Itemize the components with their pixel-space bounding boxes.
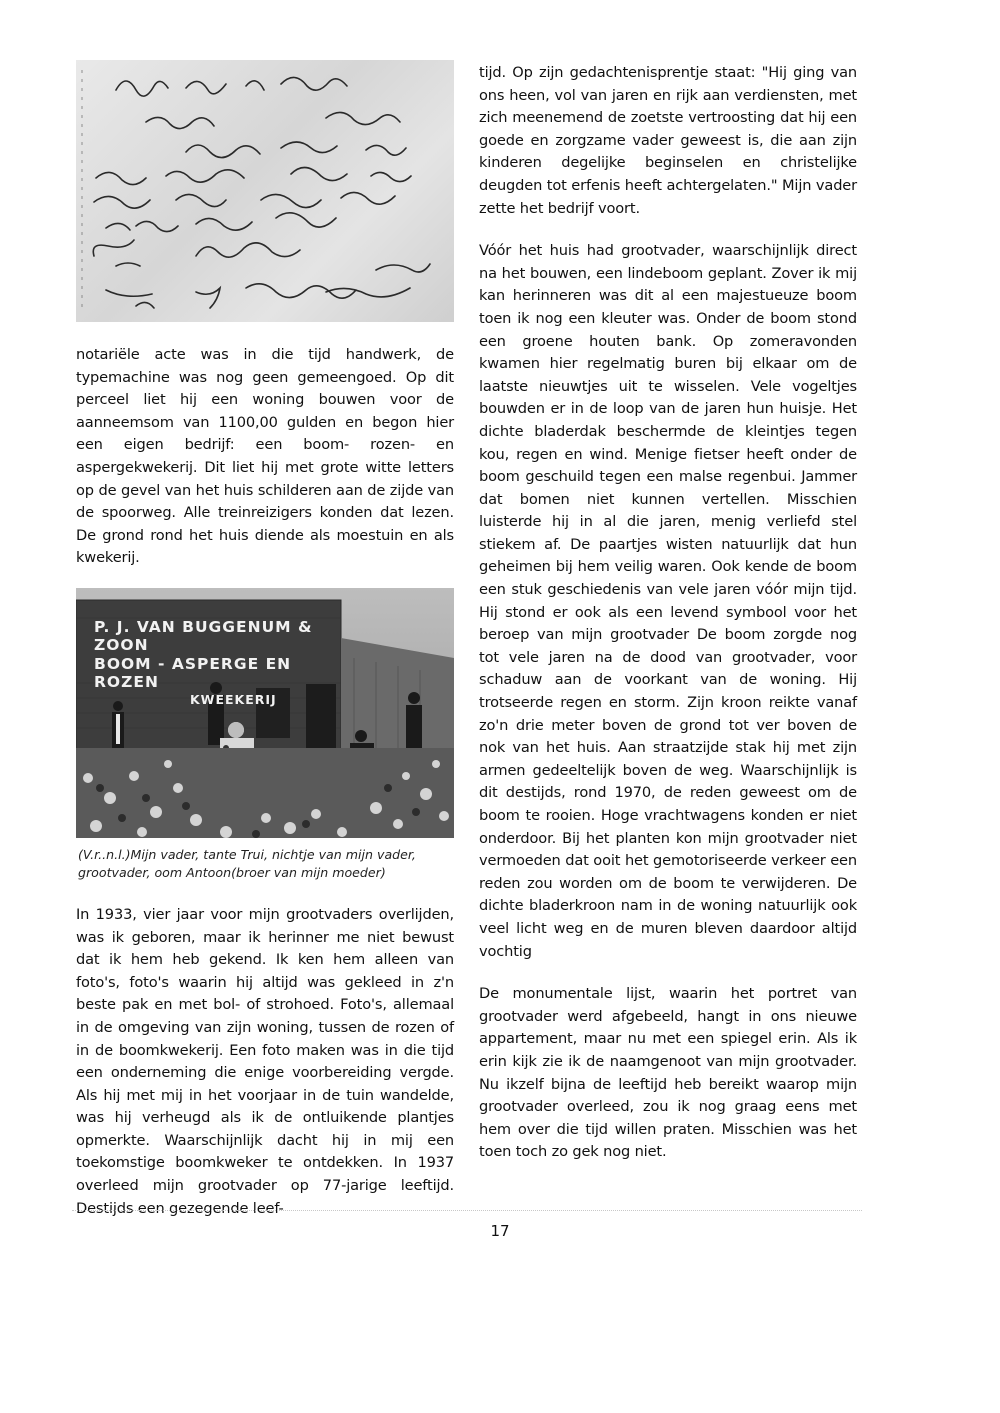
right-paragraph-1: tijd. Op zijn gedachtenisprentje staat: "Hij ging van ons heen, vol van jaren en rijk aan verdiensten, met zich meenemend de zoetste vertroosting dat hij een goede en zorgzame vader geweest is, die aan zijn kinderen degelijke beginselen en christelijke deugden tot erfenis heeft achtergelaten." Mijn vader zette het bedrijf voort. <box>479 64 857 217</box>
page-number: 17 <box>490 1222 510 1240</box>
left-paragraph-1: notariële acte was in die tijd handwerk, de typemachine was nog geen gemeengoed. Op dit perceel liet hij een woning bouwen voor de aanneemsom van 1100,00 gulden en begon hier een eigen bedrijf: een boom- rozen- en aspergekwekerij. Dit liet hij met grote witte letters op de gevel van het huis schilderen aan de zijde van de spoorweg. Alle treinreizigers konden dat lezen. De grond rond het huis diende als moestuin en als kwekerij. <box>76 346 454 567</box>
historic-photo <box>76 588 454 838</box>
left-column <box>76 60 454 1220</box>
right-column <box>479 62 857 1164</box>
photo-caption: (V.r..n.l.)Mijn vader, tante Trui, nichtje van mijn vader, grootvader, oom Antoon(broer van mijn moeder) <box>78 846 416 880</box>
right-paragraph-2: Vóór het huis had grootvader, waarschijnlijk direct na het bouwen, een lindeboom geplant. Zover ik mij kan herinneren was dit al een majestueuze boom toen ik nog een kleuter was. Onder de boom stond een groene houten bank. Op zomeravonden kwamen hier regelmatig buren bij elkaar om de laatste nieuwtjes uit te wisselen. Vele vogeltjes bouwden er in de loop van de jaren hun huisje. Het dichte bladerdak beschermde de kleintjes tegen kou, regen en wind. Menige fietser heeft onder de boom geschuild tegen een malse regenbui. Jammer dat bomen niet kunnen vertellen. Misschien luisterde hij in al die jaren, menig verliefd stel stiekem af. De paartjes wisten natuurlijk dat hun geheimen bij hem veilig waren. Ook kende de boom een stuk geschiedenis van vele jaren vóór mijn tijd. Hij stond er ook als een levend symbool voor het beroep van mijn grootvader De boom zorgde nog tot vele jaren na de dood van grootvader, voor schaduw aan de voorkant van de woning. Hij trotseerde regen en storm. Zijn kroon reikte vanaf zo'n drie meter boven de grond tot ver boven de nok van het huis. Aan straatzijde stak hij met zijn armen gedeeltelijk boven de weg. Waarschijnlijk is dit destijds, rond 1970, de reden geweest om de boom te rooien. Hoge vrachtwagens konden er niet onderdoor. Bij het planten kon mijn grootvader niet vermoeden dat ooit het gemotoriseerde verkeer een reden zou worden om de boom te verwijderen. De dichte bladerkroon nam in de woning natuurlijk ook veel licht weg en de muren bleven daardoor altijd vochtig <box>479 242 857 960</box>
shop-sign <box>94 618 334 707</box>
handwriting-scribbles <box>76 60 454 322</box>
shop-sign-line-3: KWEEKERIJ <box>190 691 277 707</box>
shop-sign-line-1: P. J. VAN BUGGENUM & ZOON <box>94 617 313 654</box>
right-paragraph-3: De monumentale lijst, waarin het portret van grootvader werd afgebeeld, hangt in ons nieuwe appartement, maar nu met een spiegel erin. Als ik erin kijk zie ik de naamgenoot van mijn grootvader. Nu ikzelf bijna de leeftijd heb bereikt waarop mijn grootvader overleed, zou ik nog graag eens met hem over die tijd willen praten. Misschien was het toen toch zo gek nog niet. <box>479 985 857 1161</box>
footer-divider <box>72 1210 862 1211</box>
handwritten-card-image <box>76 60 454 322</box>
shop-sign-line-2: BOOM - ASPERGE EN ROZEN <box>94 654 292 691</box>
left-paragraph-2: In 1933, vier jaar voor mijn grootvaders overlijden, was ik geboren, maar ik herinner me niet bewust dat ik hem heb gekend. Ik ken hem alleen van foto's, foto's waarin hij altijd was gekleed in z'n beste pak en met bol- of strohoed. Foto's, allemaal in de omgeving van zijn woning, tussen de rozen of in de boomkwekerij. Een foto maken was in die tijd een onderneming die enige voorbereiding vergde. Als hij met mij in het voorjaar in de tuin wandelde, was hij verheugd als ik de ontluikende plantjes opmerkte. Waarschijnlijk dacht hij in mij een toekomstige boomkweker te ontdekken. In 1937 overleed mijn grootvader op 77-jarige leeftijd. Destijds een gezegende leef- <box>76 905 454 1217</box>
